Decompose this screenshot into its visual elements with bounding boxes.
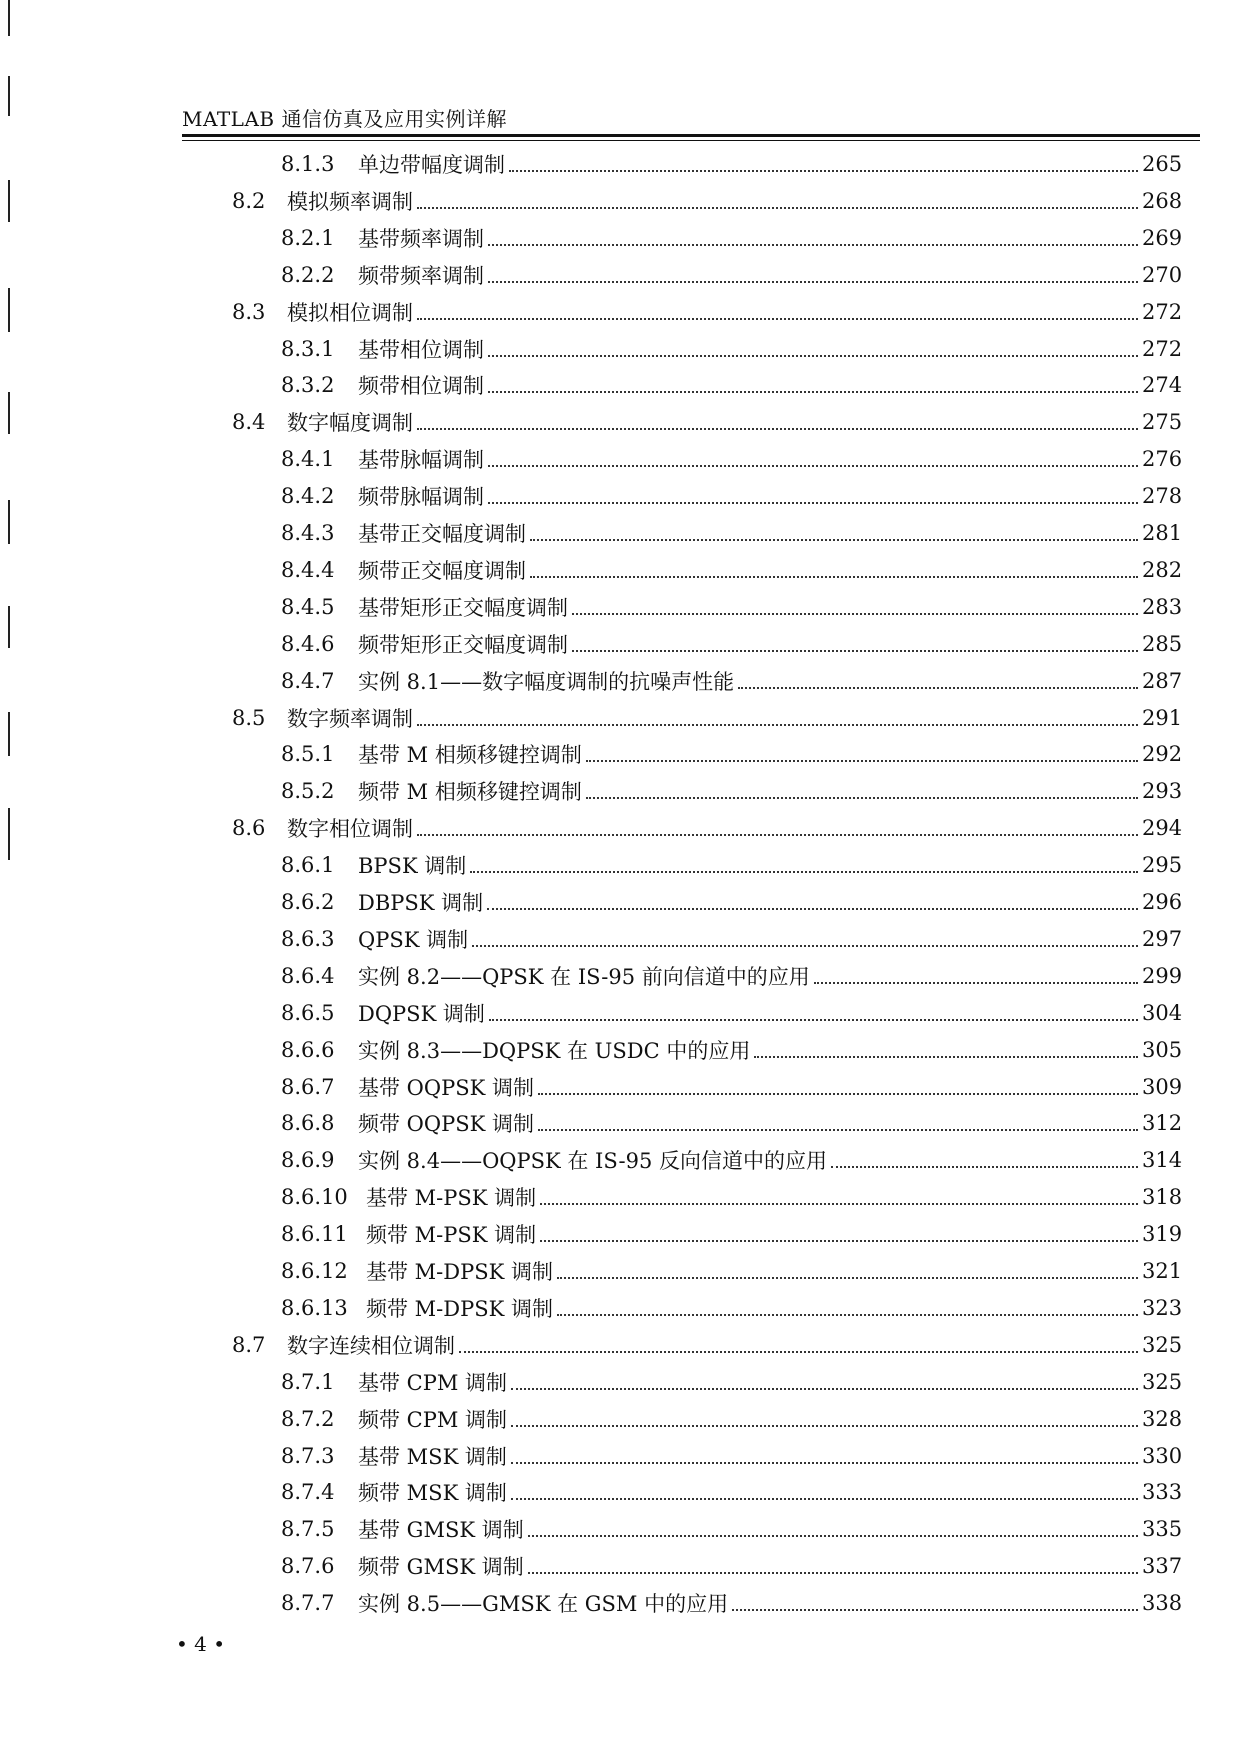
toc-dot-leader: [488, 391, 1138, 393]
toc-entry-number: 8.6.9: [281, 1148, 335, 1172]
toc-entry-page: 305: [1142, 1038, 1183, 1062]
toc-entry-title: 频带频率调制: [358, 264, 484, 288]
toc-dot-leader: [417, 724, 1138, 726]
toc-subsection-entry[interactable]: [281, 1142, 1182, 1178]
toc-entry-page: 265: [1142, 152, 1183, 176]
toc-dot-leader: [417, 318, 1138, 320]
toc-entry-number: 8.4.1: [281, 447, 335, 471]
toc-entry-number: 8.4.5: [281, 595, 335, 619]
toc-entry-page: 330: [1142, 1444, 1183, 1468]
toc-entry-number: 8.7.3: [281, 1444, 335, 1468]
toc-dot-leader: [538, 1129, 1138, 1131]
scan-mark: [8, 712, 10, 756]
toc-entry-page: 287: [1142, 669, 1183, 693]
toc-entry-page: 337: [1142, 1554, 1183, 1578]
toc-subsection-entry[interactable]: [281, 626, 1182, 662]
toc-entry-page: 268: [1142, 189, 1183, 213]
toc-entry-page: 333: [1142, 1480, 1183, 1504]
toc-entry-page: 292: [1142, 742, 1183, 766]
toc-entry-title: 频带 CPM 调制: [358, 1408, 508, 1432]
running-header: MATLAB 通信仿真及应用实例详解: [182, 107, 507, 131]
scan-mark: [8, 500, 10, 544]
toc-entry-number: 8.2: [232, 189, 266, 213]
toc-entry-title: 频带矩形正交幅度调制: [358, 633, 568, 657]
toc-entry-number: 8.6.13: [281, 1296, 348, 1320]
toc-subsection-entry[interactable]: [281, 1548, 1182, 1584]
toc-entry-page: 291: [1142, 706, 1183, 730]
toc-entry-title: 基带 OQPSK 调制: [358, 1076, 534, 1100]
toc-subsection-entry[interactable]: [281, 1290, 1182, 1326]
toc-entry-number: 8.7.7: [281, 1591, 335, 1615]
toc-section-entry[interactable]: [232, 810, 1182, 846]
toc-entry-page: 335: [1142, 1517, 1183, 1541]
toc-dot-leader: [540, 1203, 1138, 1205]
toc-entry-number: 8.4.4: [281, 558, 335, 582]
toc-entry-number: 8.1.3: [281, 152, 335, 176]
toc-entry-page: 304: [1142, 1001, 1183, 1025]
toc-entry-title: 基带脉幅调制: [358, 448, 484, 472]
toc-dot-leader: [417, 834, 1138, 836]
toc-entry-title: 频带脉幅调制: [358, 485, 484, 509]
toc-entry-title: 基带 M 相频移键控调制: [358, 743, 582, 767]
toc-entry-title: 数字频率调制: [287, 707, 413, 731]
toc-entry-title: 单边带幅度调制: [358, 153, 505, 177]
toc-subsection-entry[interactable]: [281, 1438, 1182, 1474]
toc-dot-leader: [489, 1019, 1138, 1021]
toc-entry-page: 314: [1142, 1148, 1183, 1172]
toc-dot-leader: [732, 1609, 1138, 1611]
toc-entry-title: 数字幅度调制: [287, 411, 413, 435]
toc-entry-title: BPSK 调制: [358, 854, 467, 878]
toc-dot-leader: [528, 1572, 1138, 1574]
toc-entry-number: 8.7.4: [281, 1480, 335, 1504]
toc-entry-page: 272: [1142, 337, 1183, 361]
toc-dot-leader: [814, 982, 1138, 984]
toc-entry-title: DBPSK 调制: [358, 891, 484, 915]
toc-entry-number: 8.6.11: [281, 1222, 348, 1246]
toc-entry-number: 8.5: [232, 706, 266, 730]
toc-dot-leader: [738, 687, 1138, 689]
toc-dot-leader: [528, 1535, 1138, 1537]
toc-subsection-entry[interactable]: [281, 995, 1182, 1031]
toc-entry-page: 278: [1142, 484, 1183, 508]
toc-entry-page: 294: [1142, 816, 1183, 840]
toc-entry-title: 实例 8.2——QPSK 在 IS-95 前向信道中的应用: [358, 965, 810, 989]
toc-entry-page: 325: [1142, 1370, 1183, 1394]
toc-entry-page: 285: [1142, 632, 1183, 656]
toc-entry-number: 8.4: [232, 410, 266, 434]
scan-mark: [8, 180, 10, 222]
toc-entry-title: 频带 GMSK 调制: [358, 1555, 524, 1579]
toc-entry-title: 基带正交幅度调制: [358, 522, 526, 546]
toc-entry-title: 频带 MSK 调制: [358, 1481, 507, 1505]
toc-entry-title: 基带 M-DPSK 调制: [366, 1260, 553, 1284]
toc-dot-leader: [831, 1166, 1138, 1168]
toc-subsection-entry[interactable]: [281, 884, 1182, 920]
scan-mark: [8, 392, 10, 434]
toc-subsection-entry[interactable]: [281, 1474, 1182, 1510]
toc-entry-page: 319: [1142, 1222, 1183, 1246]
toc-dot-leader: [509, 170, 1138, 172]
toc-subsection-entry[interactable]: [281, 1253, 1182, 1289]
toc-entry-title: QPSK 调制: [358, 928, 469, 952]
toc-subsection-entry[interactable]: [281, 663, 1182, 699]
toc-entry-number: 8.2.2: [281, 263, 335, 287]
toc-dot-leader: [459, 1351, 1138, 1353]
toc-dot-leader: [530, 539, 1138, 541]
toc-subsection-entry[interactable]: [281, 921, 1182, 957]
toc-entry-number: 8.6.12: [281, 1259, 348, 1283]
toc-subsection-entry[interactable]: [281, 1069, 1182, 1105]
toc-entry-title: 频带 M-DPSK 调制: [366, 1297, 553, 1321]
toc-entry-number: 8.3.1: [281, 337, 335, 361]
toc-entry-number: 8.6.7: [281, 1075, 335, 1099]
toc-subsection-entry[interactable]: [281, 257, 1182, 293]
toc-entry-page: 299: [1142, 964, 1183, 988]
toc-entry-page: 269: [1142, 226, 1183, 250]
toc-subsection-entry[interactable]: [281, 773, 1182, 809]
scan-mark: [8, 288, 10, 332]
page-number: • 4 •: [176, 1632, 226, 1656]
toc-entry-number: 8.6.5: [281, 1001, 335, 1025]
toc-entry-number: 8.6.4: [281, 964, 335, 988]
toc-entry-title: 模拟频率调制: [287, 190, 413, 214]
toc-entry-title: 基带 M-PSK 调制: [366, 1186, 537, 1210]
toc-entry-title: 基带 MSK 调制: [358, 1445, 507, 1469]
toc-subsection-entry[interactable]: [281, 441, 1182, 477]
toc-subsection-entry[interactable]: [281, 1401, 1182, 1437]
toc-entry-number: 8.4.2: [281, 484, 335, 508]
toc-subsection-entry[interactable]: [281, 331, 1182, 367]
toc-dot-leader: [511, 1425, 1138, 1427]
toc-entry-number: 8.7.2: [281, 1407, 335, 1431]
scan-mark: [8, 808, 10, 860]
toc-entry-number: 8.7.1: [281, 1370, 335, 1394]
toc-entry-page: 297: [1142, 927, 1183, 951]
toc-subsection-entry[interactable]: [281, 1105, 1182, 1141]
toc-entry-number: 8.7.6: [281, 1554, 335, 1578]
toc-entry-number: 8.2.1: [281, 226, 335, 250]
toc-entry-page: 281: [1142, 521, 1183, 545]
toc-entry-title: 基带 CPM 调制: [358, 1371, 508, 1395]
toc-entry-page: 270: [1142, 263, 1183, 287]
toc-entry-page: 323: [1142, 1296, 1183, 1320]
toc-entry-page: 328: [1142, 1407, 1183, 1431]
toc-dot-leader: [557, 1277, 1138, 1279]
toc-subsection-entry[interactable]: [281, 552, 1182, 588]
toc-entry-title: 基带相位调制: [358, 338, 484, 362]
toc-subsection-entry[interactable]: [281, 958, 1182, 994]
toc-subsection-entry[interactable]: [281, 146, 1182, 182]
toc-entry-page: 282: [1142, 558, 1183, 582]
toc-dot-leader: [488, 355, 1138, 357]
toc-dot-leader: [511, 1498, 1138, 1500]
toc-entry-number: 8.3.2: [281, 373, 335, 397]
toc-entry-number: 8.5.1: [281, 742, 335, 766]
toc-dot-leader: [417, 207, 1138, 209]
toc-entry-number: 8.7.5: [281, 1517, 335, 1541]
toc-entry-title: 数字连续相位调制: [287, 1334, 455, 1358]
toc-subsection-entry[interactable]: [281, 1585, 1182, 1621]
toc-dot-leader: [487, 908, 1138, 910]
scan-mark: [8, 0, 10, 36]
toc-subsection-entry[interactable]: [281, 1364, 1182, 1400]
toc-entry-title: 数字相位调制: [287, 817, 413, 841]
toc-section-entry[interactable]: [232, 700, 1182, 736]
toc-entry-page: 312: [1142, 1111, 1183, 1135]
toc-entry-page: 272: [1142, 300, 1183, 324]
toc-dot-leader: [488, 281, 1138, 283]
toc-entry-number: 8.6.1: [281, 853, 335, 877]
toc-dot-leader: [530, 576, 1138, 578]
toc-entry-number: 8.4.6: [281, 632, 335, 656]
toc-subsection-entry[interactable]: [281, 589, 1182, 625]
toc-dot-leader: [572, 650, 1138, 652]
toc-dot-leader: [540, 1240, 1138, 1242]
toc-entry-number: 8.6: [232, 816, 266, 840]
toc-entry-number: 8.4.7: [281, 669, 335, 693]
toc-entry-title: 频带 M 相频移键控调制: [358, 780, 582, 804]
toc-entry-number: 8.6.10: [281, 1185, 348, 1209]
toc-entry-number: 8.3: [232, 300, 266, 324]
toc-entry-title: 频带 M-PSK 调制: [366, 1223, 537, 1247]
toc-entry-page: 309: [1142, 1075, 1183, 1099]
toc-dot-leader: [488, 244, 1138, 246]
toc-entry-page: 274: [1142, 373, 1183, 397]
toc-dot-leader: [511, 1388, 1138, 1390]
toc-dot-leader: [557, 1314, 1138, 1316]
toc-dot-leader: [470, 871, 1138, 873]
toc-entry-page: 325: [1142, 1333, 1183, 1357]
scan-mark: [8, 606, 10, 648]
toc-entry-number: 8.6.6: [281, 1038, 335, 1062]
toc-entry-number: 8.6.3: [281, 927, 335, 951]
toc-subsection-entry[interactable]: [281, 1032, 1182, 1068]
toc-entry-page: 293: [1142, 779, 1183, 803]
toc-dot-leader: [586, 760, 1138, 762]
toc-entry-page: 276: [1142, 447, 1183, 471]
toc-section-entry[interactable]: [232, 404, 1182, 440]
toc-entry-page: 283: [1142, 595, 1183, 619]
toc-subsection-entry[interactable]: [281, 478, 1182, 514]
toc-section-entry[interactable]: [232, 294, 1182, 330]
toc-dot-leader: [586, 797, 1138, 799]
toc-entry-title: 频带相位调制: [358, 374, 484, 398]
toc-subsection-entry[interactable]: [281, 367, 1182, 403]
toc-subsection-entry[interactable]: [281, 1216, 1182, 1252]
toc-entry-title: 实例 8.5——GMSK 在 GSM 中的应用: [358, 1592, 729, 1616]
toc-entry-title: 基带矩形正交幅度调制: [358, 596, 568, 620]
toc-entry-title: DQPSK 调制: [358, 1002, 485, 1026]
toc-dot-leader: [472, 945, 1138, 947]
toc-entry-title: 频带正交幅度调制: [358, 559, 526, 583]
toc-entry-title: 实例 8.3——DQPSK 在 USDC 中的应用: [358, 1039, 751, 1063]
toc-entry-number: 8.6.8: [281, 1111, 335, 1135]
toc-entry-title: 基带频率调制: [358, 227, 484, 251]
toc-subsection-entry[interactable]: [281, 1179, 1182, 1215]
toc-dot-leader: [488, 502, 1138, 504]
toc-subsection-entry[interactable]: [281, 847, 1182, 883]
header-rule-thin: [182, 140, 1200, 141]
toc-entry-page: 275: [1142, 410, 1183, 434]
toc-section-entry[interactable]: [232, 183, 1182, 219]
toc-entry-title: 模拟相位调制: [287, 301, 413, 325]
toc-dot-leader: [511, 1462, 1138, 1464]
toc-entry-page: 318: [1142, 1185, 1183, 1209]
toc-subsection-entry[interactable]: [281, 736, 1182, 772]
toc-entry-page: 295: [1142, 853, 1183, 877]
toc-entry-title: 实例 8.1——数字幅度调制的抗噪声性能: [358, 670, 735, 694]
toc-section-entry[interactable]: [232, 1327, 1182, 1363]
toc-dot-leader: [572, 613, 1138, 615]
toc-entry-page: 321: [1142, 1259, 1183, 1283]
toc-entry-title: 频带 OQPSK 调制: [358, 1112, 534, 1136]
toc-entry-page: 296: [1142, 890, 1183, 914]
toc-entry-number: 8.5.2: [281, 779, 335, 803]
toc-dot-leader: [754, 1056, 1138, 1058]
toc-entry-number: 8.4.3: [281, 521, 335, 545]
toc-dot-leader: [538, 1093, 1138, 1095]
toc-dot-leader: [417, 428, 1138, 430]
header-rule: [182, 134, 1200, 137]
toc-subsection-entry[interactable]: [281, 1511, 1182, 1547]
scan-mark: [8, 76, 10, 116]
toc-dot-leader: [488, 465, 1138, 467]
toc-subsection-entry[interactable]: [281, 515, 1182, 551]
toc-subsection-entry[interactable]: [281, 220, 1182, 256]
toc-entry-number: 8.6.2: [281, 890, 335, 914]
toc-entry-number: 8.7: [232, 1333, 266, 1357]
toc-entry-page: 338: [1142, 1591, 1183, 1615]
toc-entry-title: 基带 GMSK 调制: [358, 1518, 524, 1542]
toc-entry-title: 实例 8.4——OQPSK 在 IS-95 反向信道中的应用: [358, 1149, 828, 1173]
